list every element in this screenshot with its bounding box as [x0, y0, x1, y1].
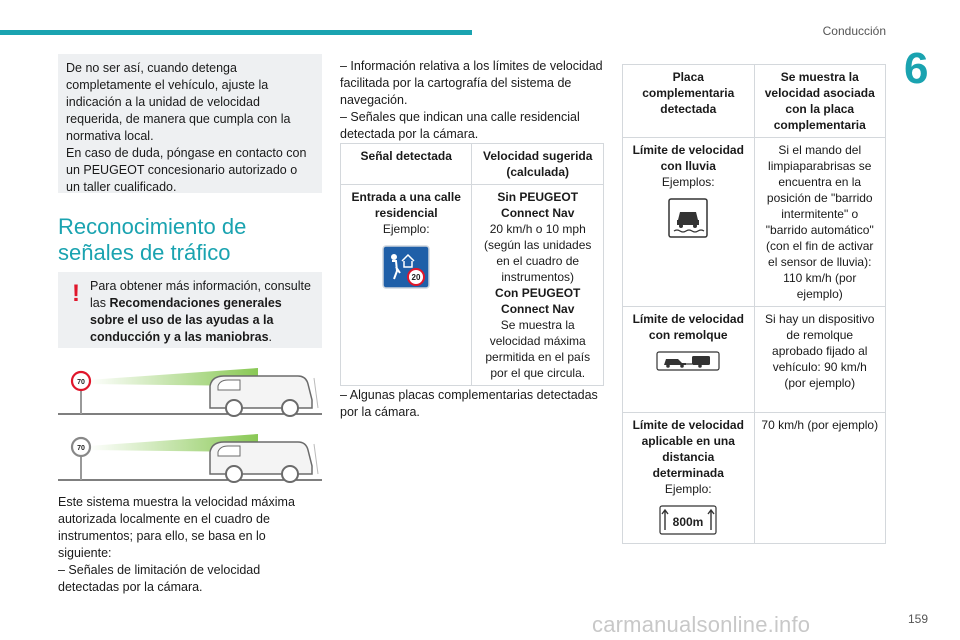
- table2-rain-speed: Si el mando del limpiaparabrisas se encuentra en la posición de "barrido intermitente" o "barrido automático" (con el fin de activar el sensor de lluvia): 110 km/h (por ejemplo): [754, 138, 886, 307]
- table1-without-nav-title: Sin PEUGEOT Connect Nav: [497, 190, 579, 220]
- body-text: [58, 494, 322, 596]
- car-rain-sign-icon: [668, 198, 708, 238]
- body-paragraph-2: – Señales de limitación de velocidad detectadas por la cámara.: [58, 563, 261, 594]
- warning-box: [58, 272, 322, 348]
- table2-distance-speed: 70 km/h (por ejemplo): [754, 413, 886, 544]
- residential-street-table: [340, 143, 604, 386]
- car-sign-detection-illustration-2: [58, 430, 322, 486]
- table1-without-nav-text: 20 km/h o 10 mph (según las unidades en el cuadro de instrumentos): [484, 222, 592, 284]
- table1-sign-title: Entrada a una calle residencial: [351, 190, 461, 220]
- supplementary-plate-table: [622, 64, 886, 544]
- col2-intro: [340, 58, 604, 143]
- section-title: Reconocimiento de señales de tráfico: [58, 214, 247, 265]
- warning-text: [66, 278, 314, 346]
- table1-with-nav-text: Se muestra la velocidad máxima permitida en el país por el que circula.: [485, 318, 591, 380]
- col2-paragraph-3: – Algunas placas complementarias detectadas por la cámara.: [340, 388, 598, 419]
- table1-speed-cell: [472, 185, 604, 386]
- table2-trailer-speed: Si hay un dispositivo de remolque aprobado fijado al vehículo: 90 km/h (por ejemplo): [754, 307, 886, 413]
- speed-sign-text-2: 70: [77, 445, 85, 452]
- residential-sign-number: 20: [411, 273, 421, 282]
- car-sign-detection-illustration: [58, 364, 322, 420]
- warning-bold: Recomendaciones generales sobre el uso de las ayudas a la conducción y a las maniobras: [90, 296, 282, 344]
- table2-rain-title: Límite de velocidad con lluvia: [632, 143, 744, 173]
- table2-distance-title: Límite de velocidad aplicable en una distancia determinada: [632, 418, 744, 480]
- distance-sign-text: 800m: [672, 515, 704, 529]
- table2-trailer-title: Límite de velocidad con remolque: [632, 312, 744, 342]
- table2-row-trailer-plate: [623, 307, 755, 413]
- col2-after-table: [340, 387, 604, 421]
- table2-header-speed: Se muestra la velocidad asociada con la placa complementaria: [754, 65, 886, 138]
- distance-sign-icon: [659, 505, 717, 535]
- table2-rain-example: Ejemplos:: [661, 175, 715, 189]
- table1-header-sign: Señal detectada: [341, 144, 472, 185]
- page-number: 159: [907, 612, 928, 626]
- car-trailer-sign-icon: [656, 351, 720, 371]
- note-box: [58, 54, 322, 193]
- chapter-number: 6: [904, 44, 929, 93]
- table1-header-speed: Velocidad sugerida (calculada): [472, 144, 604, 185]
- watermark: carmanualsonline.info: [592, 612, 811, 637]
- table2-header-plate: Placa complementaria detectada: [623, 65, 755, 138]
- note-paragraph-1: De no ser así, cuando detenga completamente el vehículo, ajuste la indicación a la unidad de velocidad requerida, de manera que cumpla con la normativa local.: [66, 61, 291, 143]
- header-accent-bar: [0, 30, 472, 35]
- warning-icon: !: [72, 280, 80, 307]
- note-paragraph-2: En caso de duda, póngase en contacto con un PEUGEOT concesionario autorizado o un taller cualificado.: [66, 146, 307, 194]
- table2-row-distance-plate: [623, 413, 755, 544]
- table1-sign-example: Ejemplo:: [382, 222, 430, 236]
- residential-street-sign-icon: [382, 245, 430, 289]
- section-name: Conducción: [822, 24, 886, 38]
- warning-prefix: Para obtener más información, consulte las: [90, 279, 311, 310]
- table2-distance-example: Ejemplo:: [664, 482, 712, 496]
- table1-sign-cell: [341, 185, 472, 386]
- body-paragraph-1: Este sistema muestra la velocidad máxima autorizada localmente en el cuadro de instrumentos; para ello, se basa en lo siguiente:: [58, 495, 295, 560]
- col2-paragraph-2: – Señales que indican una calle residencial detectada por la cámara.: [340, 110, 580, 141]
- speed-sign-text-1: 70: [77, 379, 85, 386]
- col2-paragraph-1: – Información relativa a los límites de velocidad facilitada por la cartografía del sistema de navegación.: [340, 59, 603, 107]
- table2-row-rain-plate: [623, 138, 755, 307]
- table1-with-nav-title: Con PEUGEOT Connect Nav: [495, 286, 581, 316]
- warning-suffix: .: [268, 330, 273, 344]
